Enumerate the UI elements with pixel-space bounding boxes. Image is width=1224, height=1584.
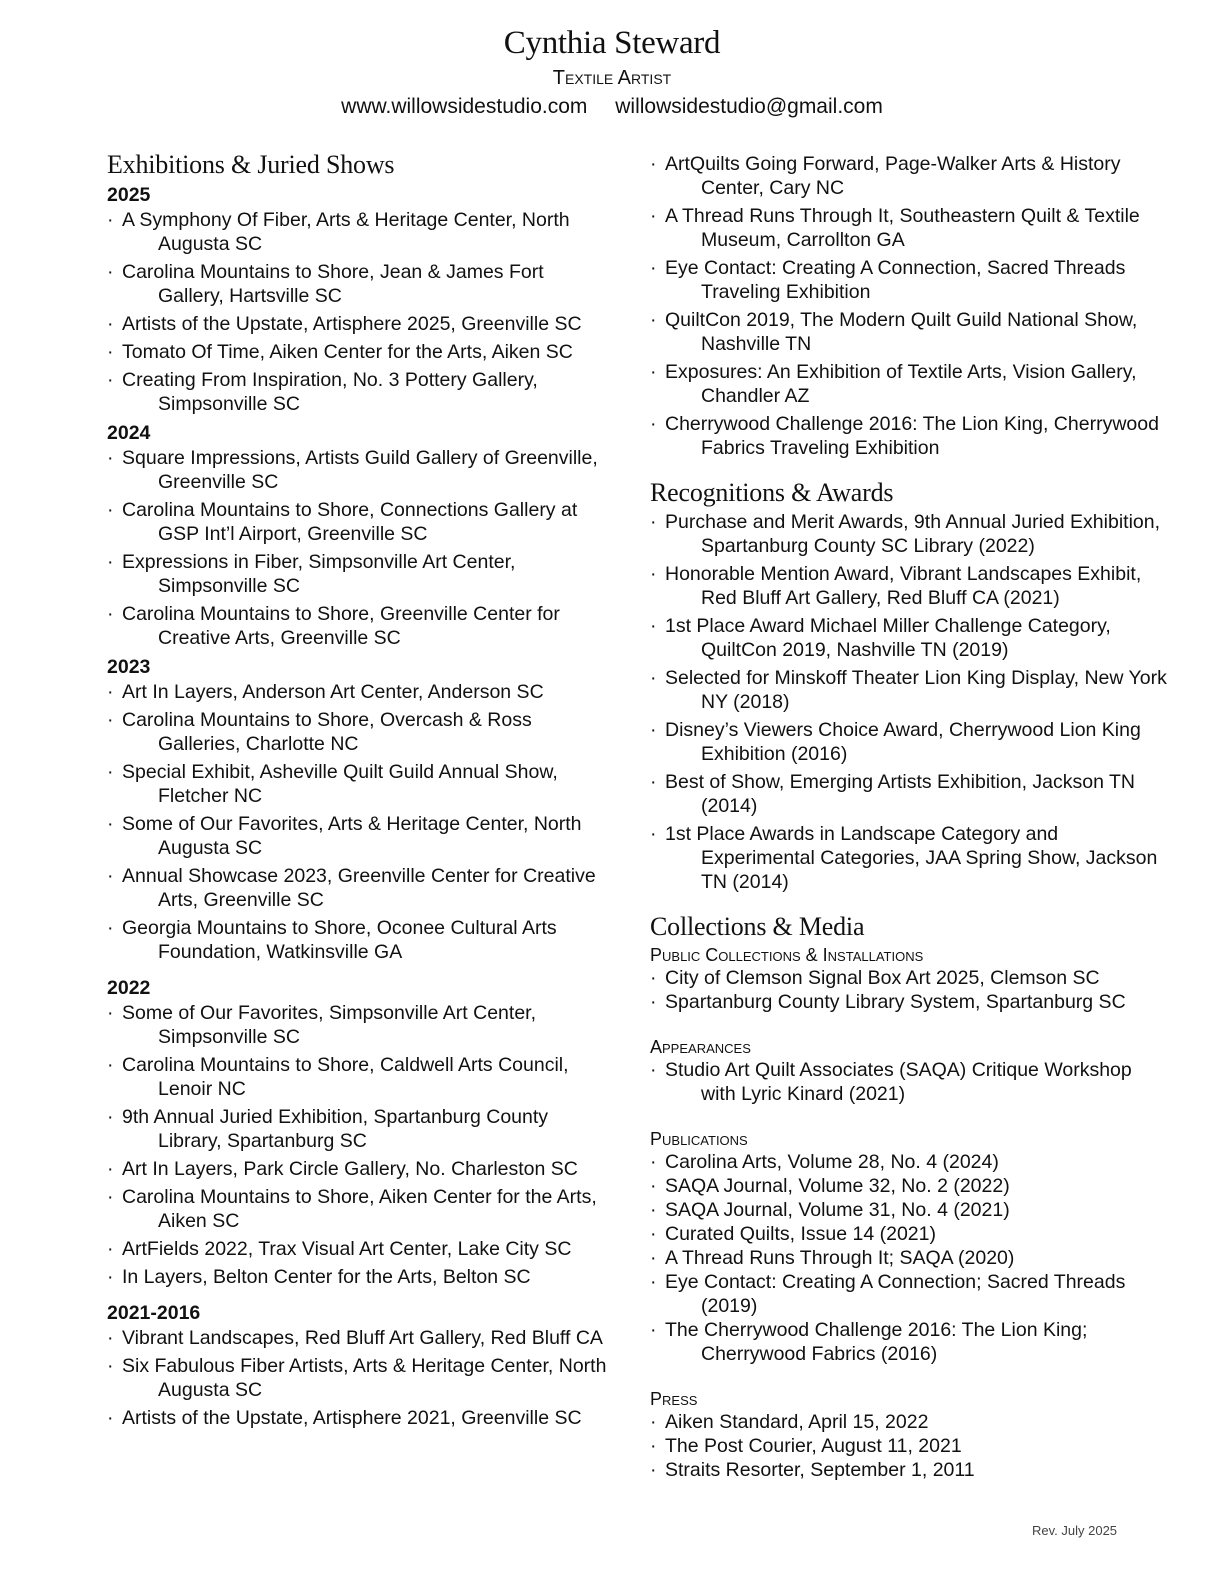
list-item: · Honorable Mention Award, Vibrant Landscapes Exhibit, Red Bluff Art Gallery, Red Bluff CA (2021)	[650, 562, 1170, 610]
exhibitions-heading: Exhibitions & Juried Shows	[107, 150, 395, 179]
list-item: · A Thread Runs Through It; SAQA (2020)	[650, 1246, 1170, 1270]
appearances-list	[650, 1058, 1170, 1106]
publications-list	[650, 1150, 1170, 1366]
list-item: · Creating From Inspiration, No. 3 Pottery Gallery, Simpsonville SC	[107, 368, 612, 416]
exhibition-list	[107, 446, 612, 650]
list-item: · QuiltCon 2019, The Modern Quilt Guild National Show, Nashville TN	[650, 308, 1170, 356]
awards-heading: Recognitions & Awards	[650, 478, 894, 507]
contact-line	[0, 92, 1224, 122]
list-item: · The Post Courier, August 11, 2021	[650, 1434, 1170, 1458]
year-heading: 2021-2016	[107, 1302, 201, 1324]
exhibition-list	[107, 680, 612, 964]
year-heading: 2022	[107, 977, 151, 999]
list-item: · Art In Layers, Park Circle Gallery, No. Charleston SC	[107, 1157, 612, 1181]
list-item: · SAQA Journal, Volume 31, No. 4 (2021)	[650, 1198, 1170, 1222]
appearances-subheading: Appearances	[650, 1037, 751, 1057]
list-item: · Spartanburg County Library System, Spartanburg SC	[650, 990, 1170, 1014]
list-item: · Straits Resorter, September 1, 2011	[650, 1458, 1170, 1482]
list-item: · 1st Place Award Michael Miller Challenge Category, QuiltCon 2019, Nashville TN (2019)	[650, 614, 1170, 662]
list-item: · Exposures: An Exhibition of Textile Arts, Vision Gallery, Chandler AZ	[650, 360, 1170, 408]
exhibition-list	[107, 1001, 612, 1289]
list-item: · ArtFields 2022, Trax Visual Art Center, Lake City SC	[107, 1237, 612, 1261]
left-column	[107, 148, 612, 1434]
resume-header	[0, 22, 1224, 122]
list-item: · Eye Contact: Creating A Connection; Sacred Threads (2019)	[650, 1270, 1170, 1318]
list-item: · Selected for Minskoff Theater Lion King Display, New York NY (2018)	[650, 666, 1170, 714]
list-item: · The Cherrywood Challenge 2016: The Lion King; Cherrywood Fabrics (2016)	[650, 1318, 1170, 1366]
press-subheading: Press	[650, 1389, 698, 1409]
list-item: · Carolina Mountains to Shore, Aiken Center for the Arts, Aiken SC	[107, 1185, 612, 1233]
website-link[interactable]: www.willowsidestudio.com	[341, 95, 588, 118]
year-heading: 2025	[107, 184, 151, 206]
list-item: · Cherrywood Challenge 2016: The Lion King, Cherrywood Fabrics Traveling Exhibition	[650, 412, 1170, 460]
list-item: · Carolina Mountains to Shore, Caldwell Arts Council, Lenoir NC	[107, 1053, 612, 1101]
exhibition-list	[107, 208, 612, 416]
list-item: · Studio Art Quilt Associates (SAQA) Critique Workshop with Lyric Kinard (2021)	[650, 1058, 1170, 1106]
public-collections-subheading: Public Collections & Installations	[650, 945, 924, 965]
list-item: · Carolina Mountains to Shore, Greenville Center for Creative Arts, Greenville SC	[107, 602, 612, 650]
list-item: · A Thread Runs Through It, Southeastern Quilt & Textile Museum, Carrollton GA	[650, 204, 1170, 252]
list-item: · Best of Show, Emerging Artists Exhibition, Jackson TN (2014)	[650, 770, 1170, 818]
year-heading: 2023	[107, 656, 151, 678]
artist-title: Textile Artist	[552, 67, 672, 89]
list-item: · Aiken Standard, April 15, 2022	[650, 1410, 1170, 1434]
list-item: · A Symphony Of Fiber, Arts & Heritage Center, North Augusta SC	[107, 208, 612, 256]
publications-subheading: Publications	[650, 1129, 748, 1149]
press-list	[650, 1410, 1170, 1482]
awards-list	[650, 510, 1170, 894]
list-item: · Curated Quilts, Issue 14 (2021)	[650, 1222, 1170, 1246]
list-item: · Purchase and Merit Awards, 9th Annual Juried Exhibition, Spartanburg County SC Library (2022)	[650, 510, 1170, 558]
list-item: · SAQA Journal, Volume 32, No. 2 (2022)	[650, 1174, 1170, 1198]
list-item: · Carolina Mountains to Shore, Overcash & Ross Galleries, Charlotte NC	[107, 708, 612, 756]
year-heading: 2024	[107, 422, 151, 444]
list-item: · Six Fabulous Fiber Artists, Arts & Heritage Center, North Augusta SC	[107, 1354, 612, 1402]
list-item: · Tomato Of Time, Aiken Center for the Arts, Aiken SC	[107, 340, 612, 364]
artist-name: Cynthia Steward	[503, 25, 721, 61]
list-item: · Artists of the Upstate, Artisphere 2021, Greenville SC	[107, 1406, 612, 1430]
list-item: · Vibrant Landscapes, Red Bluff Art Gallery, Red Bluff CA	[107, 1326, 612, 1350]
list-item: · Carolina Mountains to Shore, Jean & James Fort Gallery, Hartsville SC	[107, 260, 612, 308]
list-item: · Eye Contact: Creating A Connection, Sacred Threads Traveling Exhibition	[650, 256, 1170, 304]
list-item: · City of Clemson Signal Box Art 2025, Clemson SC	[650, 966, 1170, 990]
list-item: · 1st Place Awards in Landscape Category and Experimental Categories, JAA Spring Show, Jackson TN (2014)	[650, 822, 1170, 894]
list-item: · Disney’s Viewers Choice Award, Cherrywood Lion King Exhibition (2016)	[650, 718, 1170, 766]
exhibition-list	[107, 1326, 612, 1430]
exhibition-list-continued	[650, 152, 1170, 460]
public-collections-list	[650, 966, 1170, 1014]
list-item: · Square Impressions, Artists Guild Gallery of Greenville, Greenville SC	[107, 446, 612, 494]
revision-note: Rev. July 2025	[1032, 1523, 1118, 1538]
collections-heading: Collections & Media	[650, 912, 865, 941]
list-item: · Annual Showcase 2023, Greenville Center for Creative Arts, Greenville SC	[107, 864, 612, 912]
list-item: · Special Exhibit, Asheville Quilt Guild Annual Show, Fletcher NC	[107, 760, 612, 808]
email-link[interactable]: willowsidestudio@gmail.com	[615, 95, 883, 118]
list-item: · Expressions in Fiber, Simpsonville Art Center, Simpsonville SC	[107, 550, 612, 598]
list-item: · Georgia Mountains to Shore, Oconee Cultural Arts Foundation, Watkinsville GA	[107, 916, 612, 964]
right-column	[650, 152, 1170, 1482]
list-item: · Art In Layers, Anderson Art Center, Anderson SC	[107, 680, 612, 704]
list-item: · Carolina Arts, Volume 28, No. 4 (2024)	[650, 1150, 1170, 1174]
list-item: · 9th Annual Juried Exhibition, Spartanburg County Library, Spartanburg SC	[107, 1105, 612, 1153]
list-item: · Some of Our Favorites, Arts & Heritage Center, North Augusta SC	[107, 812, 612, 860]
list-item: · Carolina Mountains to Shore, Connections Gallery at GSP Int’l Airport, Greenville SC	[107, 498, 612, 546]
list-item: · In Layers, Belton Center for the Arts, Belton SC	[107, 1265, 612, 1289]
list-item: · Some of Our Favorites, Simpsonville Art Center, Simpsonville SC	[107, 1001, 612, 1049]
list-item: · ArtQuilts Going Forward, Page-Walker Arts & History Center, Cary NC	[650, 152, 1170, 200]
list-item: · Artists of the Upstate, Artisphere 2025, Greenville SC	[107, 312, 612, 336]
